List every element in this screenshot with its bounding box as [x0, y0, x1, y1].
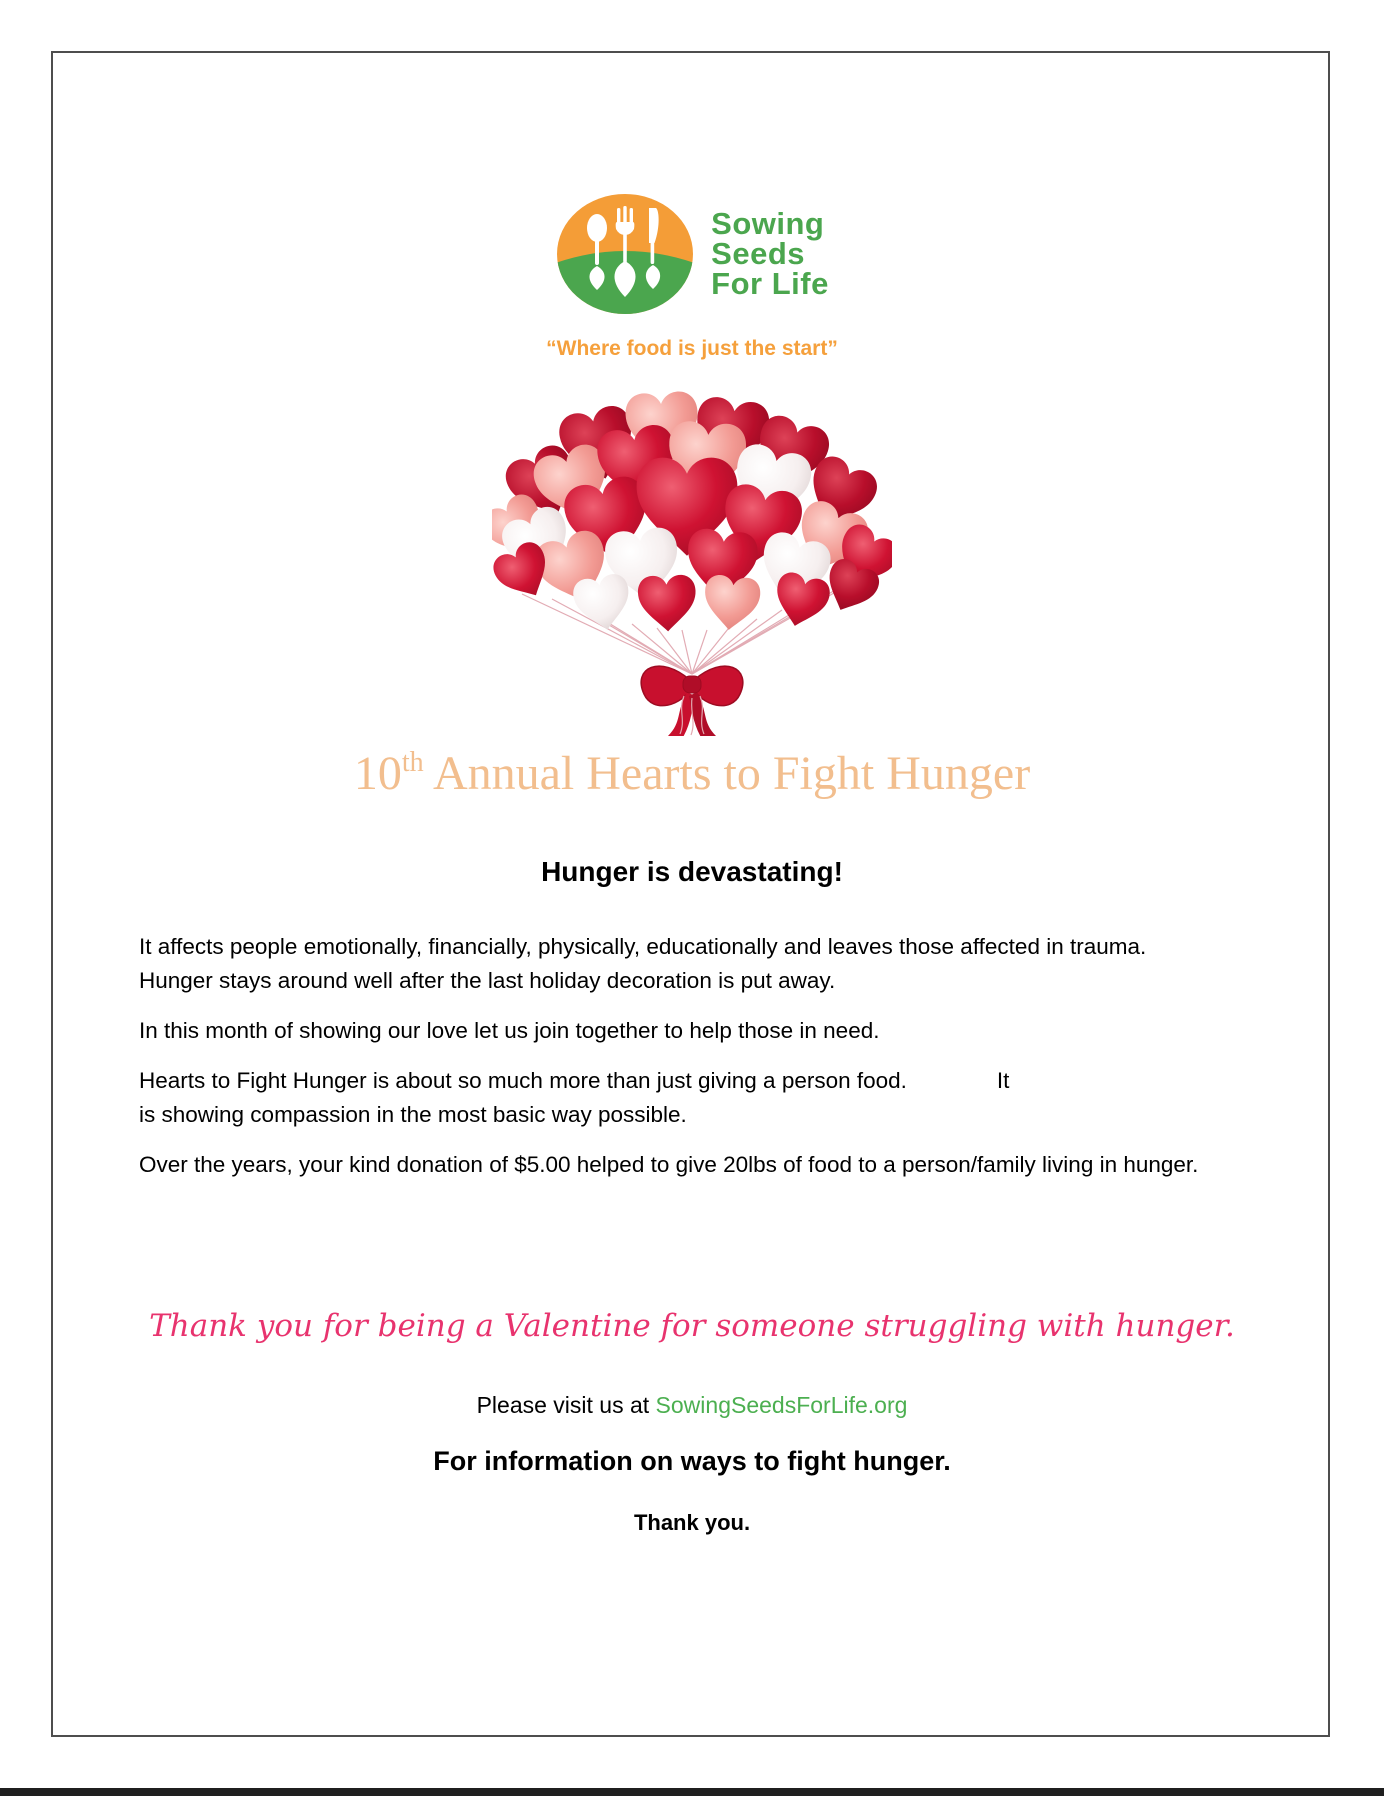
title-ordinal-suffix: th: [401, 747, 424, 778]
paragraph-3-spacer: [907, 1087, 997, 1088]
body-paragraph-2: In this month of showing our love let us join together to help those in need.: [139, 1018, 880, 1043]
logo-block: [0, 193, 1384, 315]
paragraph-3-line-1: [139, 1064, 1209, 1098]
window-bottom-edge: [0, 1788, 1384, 1796]
hearts-balloons-image: [492, 384, 892, 741]
title-text: Annual Hearts to Fight Hunger: [423, 747, 1031, 800]
balloon-bouquet-icon: [492, 384, 892, 736]
info-line: For information on ways to fight hunger.: [433, 1446, 951, 1476]
logo-word-line: Sowing: [711, 206, 825, 241]
paragraph-3-tail: It: [996, 1068, 1010, 1093]
thank-you-line: Thank you.: [633, 1510, 751, 1535]
page-title: [0, 746, 1384, 801]
sowing-seeds-logo-icon: [555, 193, 695, 315]
section-heading: Hunger is devastating!: [541, 856, 843, 887]
body-paragraph-3: [139, 1064, 1209, 1132]
logo-circle-icon: [555, 193, 695, 315]
body-text: [139, 930, 1209, 1198]
logo-wordmark: [711, 193, 829, 299]
logo-word-line: Seeds: [711, 236, 805, 271]
logo-tagline: “Where food is just the start”: [546, 337, 838, 360]
valentine-message: Thank you for being a Valentine for someone struggling with hunger.: [149, 1308, 1235, 1344]
title-number: 10: [353, 747, 402, 800]
paragraph-3-text: Hearts to Fight Hunger is about so much more than just giving a person food.: [139, 1068, 907, 1093]
body-paragraph-4: Over the years, your kind donation of $5.00 helped to give 20lbs of food to a person/family living in hunger.: [139, 1152, 1199, 1177]
logo-word-line: For Life: [711, 266, 829, 301]
visit-line: [0, 1392, 1384, 1419]
website-link[interactable]: SowingSeedsForLife.org: [655, 1392, 908, 1418]
paragraph-3-line-2: is showing compassion in the most basic way possible.: [139, 1102, 687, 1127]
visit-prefix: Please visit us at: [476, 1392, 656, 1418]
body-paragraph-1: It affects people emotionally, financially, physically, educationally and leaves those affected in trauma. Hunger stays around well after the last holiday decoration is put away.: [139, 934, 1147, 993]
